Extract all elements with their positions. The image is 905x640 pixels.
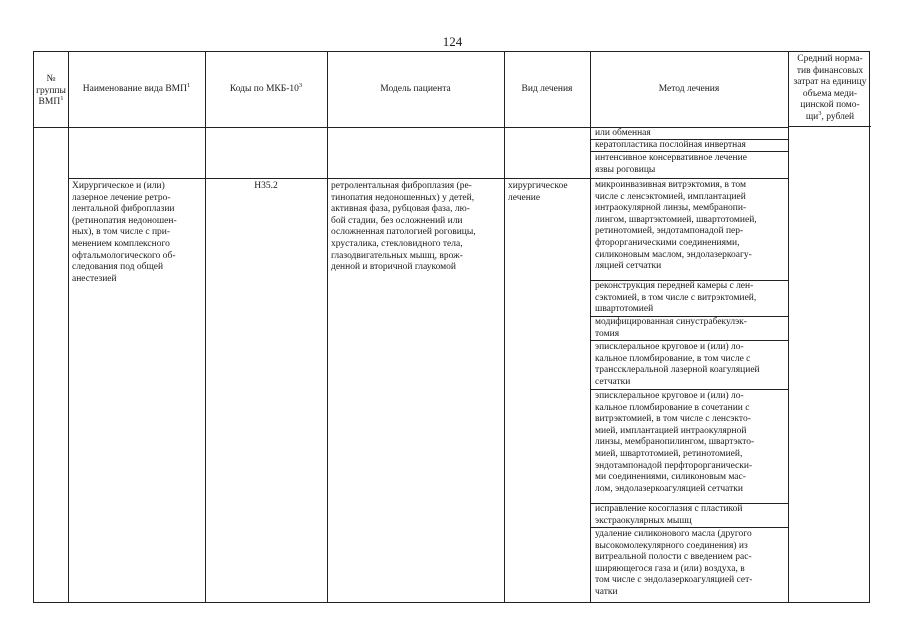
row-divider [68,178,590,179]
header-divider-last-col [788,126,871,127]
page-number: 124 [442,34,463,49]
method-item: эписклеральное круговое и (или) ло- кальное пломбирование в сочетании с витрэктомией, в том числе с ленсэкто- мией, имплантацией интраокулярной линзы, мембранопилингом, швартэкто- мией, швартотомией, ретинотомией, эндотампонадой перфторорганически- ми соединениями, силиконовым мас- лом, эндолазеркоагуляцией сетчатки [595,391,755,494]
method-carryover-3: интенсивное консервативное лечение язвы роговицы [595,153,747,175]
method-item: микроинвазивная витрэктомия, в том числе с ленсэктомией, имплантацией интраокулярной линзы, мембранопи- лингом, швартэктомией, швартотомией, ретинотомией, эндотампонадой пер- фторорганическими соединениями, силиконовым маслом, эндолазеркоагу- ляцией сетчатки [595,180,757,272]
header-treatment-type: Вид лечения [521,84,573,94]
vmp-table [33,51,870,603]
vmp-name-cell: Хирургическое и (или) лазерное лечение ретро- лентальной фиброплазии (ретинопатия недоношен- ных), в том числе с при- менением комплексного офтальмологического об- следования под общей анестезией [72,181,177,284]
method-item: эписклеральное круговое и (или) ло- кальное пломбирование, в том числе с транссклеральной лазерной коагуляцией сетчатки [595,342,760,387]
header-mkb-codes: Коды по МКБ-$10^3$ [229,81,303,94]
patient-model-cell: ретролентальная фиброплазия (ре- тинопатия недоношенных) у детей, активная фаза, рубцовая фаза, лю- бой стадии, без осложнений или осложненная патологией роговицы, хрусталика, стекловидного тела, глазодвигательных мышц, врож- денной и вторичной глаукомой [331,181,476,273]
method-divider [590,178,788,179]
method-item: реконструкция передней камеры с лен- сэктомией, в том числе с витрэктомией, швартотомией [595,281,757,315]
col-divider [327,52,328,602]
method-item: исправление косоглазия с пластикой экстраокулярных мышц [595,504,743,526]
header-treatment-method: Метод лечения [658,84,720,94]
treatment-type-cell: хирургическое лечение [508,181,568,203]
col-divider [788,52,789,602]
col-divider [504,52,505,602]
col-divider [68,52,69,602]
col-divider [590,52,591,602]
method-item: удаление силиконового масла (другого высокомолекулярного соединения) из витреальной полости с введением рас- ширяющегося газа и (или) воздуха, в том числе с эндолазеркоагуляцией сет- чатки [595,529,753,597]
method-carryover-1: или обменная [595,128,651,138]
header-group-no: № группы ВМП$^1$ [36,74,66,107]
header-avg-cost: Средний норма- тив финансовых затрат на единицу объема меди- цинской помо- $щи^3$, рублей [793,54,867,122]
header-patient-model: Модель пациента [380,84,451,94]
method-item: модифицированная синустрабекулэк- томия [595,317,747,339]
col-divider [205,52,206,602]
method-divider [590,389,788,390]
method-carryover-2: кератопластика послойная инвертная [595,140,746,150]
mkb-code-cell: H35.2 [254,181,278,191]
header-vmp-name: Наименование вида ВМП$^1$ [82,81,191,94]
